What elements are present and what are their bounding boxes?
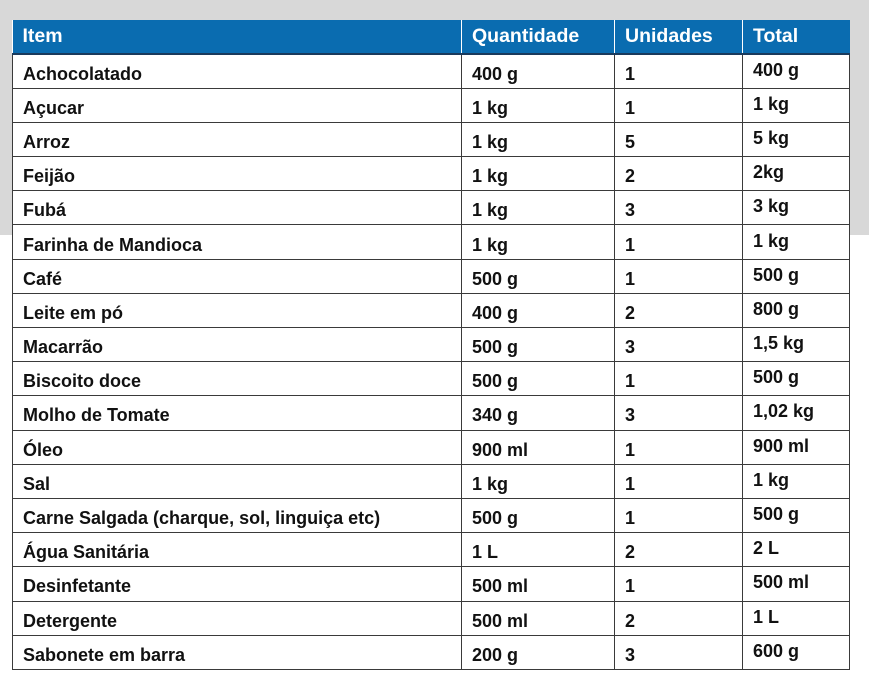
cell-total-text: 1 kg xyxy=(753,93,790,114)
cell-total-text: 3 kg xyxy=(753,196,790,217)
cell-quantidade-text: 1 kg xyxy=(472,234,509,255)
cell-total-text: 900 ml xyxy=(753,435,810,456)
cell-total xyxy=(743,122,850,156)
table-row xyxy=(13,498,850,532)
cell-unidades-text: 2 xyxy=(625,610,636,631)
cell-quantidade-text: 1 kg xyxy=(472,200,509,221)
cell-total xyxy=(743,567,850,601)
cell-unidades-text: 1 xyxy=(625,439,636,460)
cell-total xyxy=(743,396,850,430)
cell-total-text: 1 kg xyxy=(753,469,790,490)
cell-total-text: 5 kg xyxy=(753,127,790,148)
header-item: Item xyxy=(13,20,462,54)
cell-total xyxy=(743,225,850,259)
cell-unidades xyxy=(615,191,743,225)
cell-item xyxy=(13,157,462,191)
cell-unidades xyxy=(615,533,743,567)
cell-unidades-text: 3 xyxy=(625,200,636,221)
cell-unidades xyxy=(615,635,743,669)
cell-total xyxy=(743,157,850,191)
cell-item-text: Feijão xyxy=(23,166,76,187)
cell-unidades-text: 2 xyxy=(625,542,636,563)
cell-item xyxy=(13,225,462,259)
cell-unidades xyxy=(615,498,743,532)
cell-item xyxy=(13,601,462,635)
cell-quantidade-text: 500 g xyxy=(472,268,519,289)
cell-quantidade-text: 1 kg xyxy=(472,131,509,152)
cell-item-text: Arroz xyxy=(23,131,71,152)
cell-total xyxy=(743,88,850,122)
cell-quantidade-text: 200 g xyxy=(472,644,519,665)
cell-quantidade xyxy=(462,601,615,635)
cell-item-text: Farinha de Mandioca xyxy=(23,234,203,255)
table-body xyxy=(13,54,850,669)
cell-quantidade-text: 400 g xyxy=(472,63,519,84)
table-row xyxy=(13,430,850,464)
cell-unidades xyxy=(615,396,743,430)
cell-quantidade xyxy=(462,396,615,430)
cell-quantidade xyxy=(462,54,615,88)
table-row xyxy=(13,601,850,635)
cell-item xyxy=(13,328,462,362)
cell-unidades-text: 1 xyxy=(625,473,636,494)
cell-item-text: Molho de Tomate xyxy=(23,405,170,426)
cell-unidades xyxy=(615,225,743,259)
cell-unidades xyxy=(615,88,743,122)
cell-total xyxy=(743,601,850,635)
cell-total xyxy=(743,191,850,225)
cell-unidades-text: 2 xyxy=(625,302,636,323)
cell-quantidade xyxy=(462,122,615,156)
cell-item-text: Achocolatado xyxy=(23,63,143,84)
cell-item-text: Água Sanitária xyxy=(23,542,150,563)
cell-total-text: 2 L xyxy=(753,538,780,559)
cell-quantidade-text: 1 L xyxy=(472,542,499,563)
cell-total-text: 500 g xyxy=(753,367,800,388)
cell-quantidade xyxy=(462,533,615,567)
cell-unidades xyxy=(615,259,743,293)
cell-item xyxy=(13,396,462,430)
table-row xyxy=(13,259,850,293)
cell-unidades-text: 1 xyxy=(625,97,636,118)
cell-total-text: 1,02 kg xyxy=(753,401,815,422)
cell-quantidade-text: 400 g xyxy=(472,302,519,323)
cell-quantidade xyxy=(462,88,615,122)
cell-unidades-text: 3 xyxy=(625,337,636,358)
cell-total-text: 500 ml xyxy=(753,572,810,593)
cell-item xyxy=(13,259,462,293)
cell-item xyxy=(13,191,462,225)
cell-unidades xyxy=(615,601,743,635)
cell-item-text: Sal xyxy=(23,473,51,494)
cell-total xyxy=(743,293,850,327)
cell-item-text: Desinfetante xyxy=(23,576,132,597)
cell-quantidade-text: 500 ml xyxy=(472,576,529,597)
cell-quantidade xyxy=(462,259,615,293)
cell-total xyxy=(743,464,850,498)
cell-item-text: Óleo xyxy=(23,439,64,460)
cell-total xyxy=(743,328,850,362)
cell-quantidade-text: 340 g xyxy=(472,405,519,426)
cell-unidades-text: 2 xyxy=(625,166,636,187)
cell-unidades-text: 1 xyxy=(625,63,636,84)
cell-total xyxy=(743,362,850,396)
cell-item xyxy=(13,122,462,156)
header-row xyxy=(13,20,850,54)
table-row xyxy=(13,191,850,225)
cell-quantidade xyxy=(462,157,615,191)
table-row xyxy=(13,122,850,156)
cell-item-text: Fubá xyxy=(23,200,66,221)
table-row xyxy=(13,54,850,88)
header-total: Total xyxy=(743,20,850,54)
cell-quantidade xyxy=(462,191,615,225)
cell-quantidade xyxy=(462,498,615,532)
cell-quantidade xyxy=(462,225,615,259)
cell-item xyxy=(13,635,462,669)
table-row xyxy=(13,328,850,362)
cell-total-text: 500 g xyxy=(753,504,800,525)
cell-total-text: 600 g xyxy=(753,640,800,661)
cell-unidades xyxy=(615,362,743,396)
cell-item xyxy=(13,362,462,396)
cell-total-text: 1 L xyxy=(753,606,780,627)
cell-unidades xyxy=(615,328,743,362)
cell-total xyxy=(743,430,850,464)
cell-total xyxy=(743,498,850,532)
table-row xyxy=(13,533,850,567)
cell-item-text: Café xyxy=(23,268,63,289)
cell-unidades xyxy=(615,293,743,327)
cell-quantidade-text: 500 g xyxy=(472,508,519,529)
cell-total xyxy=(743,54,850,88)
table-row xyxy=(13,567,850,601)
cell-total xyxy=(743,533,850,567)
cell-item-text: Macarrão xyxy=(23,337,104,358)
cell-unidades-text: 5 xyxy=(625,131,636,152)
cell-item xyxy=(13,464,462,498)
cell-item-text: Detergente xyxy=(23,610,118,631)
cell-unidades xyxy=(615,567,743,601)
table-row xyxy=(13,293,850,327)
cell-total-text: 500 g xyxy=(753,264,800,285)
cell-unidades-text: 1 xyxy=(625,371,636,392)
cell-item xyxy=(13,430,462,464)
cell-quantidade xyxy=(462,430,615,464)
header-unidades: Unidades xyxy=(615,20,743,54)
cell-unidades-text: 3 xyxy=(625,405,636,426)
cell-total-text: 800 g xyxy=(753,298,800,319)
header-quantidade: Quantidade xyxy=(462,20,615,54)
cell-quantidade xyxy=(462,328,615,362)
cell-quantidade-text: 1 kg xyxy=(472,166,509,187)
table-row xyxy=(13,464,850,498)
cell-item xyxy=(13,293,462,327)
cell-quantidade-text: 900 ml xyxy=(472,439,529,460)
cell-item-text: Leite em pó xyxy=(23,302,124,323)
cell-total xyxy=(743,259,850,293)
table-row xyxy=(13,157,850,191)
cell-total-text: 1 kg xyxy=(753,230,790,251)
cell-unidades-text: 3 xyxy=(625,644,636,665)
cell-quantidade xyxy=(462,293,615,327)
cell-total xyxy=(743,635,850,669)
cell-unidades xyxy=(615,157,743,191)
cell-total-text: 1,5 kg xyxy=(753,333,805,354)
table-header xyxy=(13,20,850,54)
cell-quantidade xyxy=(462,362,615,396)
cell-unidades-text: 1 xyxy=(625,576,636,597)
cell-quantidade-text: 1 kg xyxy=(472,473,509,494)
cell-item xyxy=(13,54,462,88)
table-row xyxy=(13,396,850,430)
cell-unidades-text: 1 xyxy=(625,508,636,529)
cell-total-text: 400 g xyxy=(753,59,800,80)
cell-item xyxy=(13,567,462,601)
shopping-list-table xyxy=(12,20,850,670)
cell-total-text: 2kg xyxy=(753,162,785,183)
table-row xyxy=(13,88,850,122)
cell-quantidade-text: 500 ml xyxy=(472,610,529,631)
table-row xyxy=(13,635,850,669)
cell-item-text: Açucar xyxy=(23,97,85,118)
cell-quantidade-text: 500 g xyxy=(472,337,519,358)
cell-item xyxy=(13,533,462,567)
cell-item-text: Biscoito doce xyxy=(23,371,142,392)
cell-unidades-text: 1 xyxy=(625,268,636,289)
table-row xyxy=(13,362,850,396)
cell-unidades xyxy=(615,122,743,156)
cell-item-text: Sabonete em barra xyxy=(23,644,186,665)
cell-item xyxy=(13,88,462,122)
cell-quantidade-text: 500 g xyxy=(472,371,519,392)
cell-item xyxy=(13,498,462,532)
cell-item-text: Carne Salgada (charque, sol, linguiça etc) xyxy=(23,508,381,529)
shopping-list-table-container xyxy=(12,20,849,671)
table-row xyxy=(13,225,850,259)
cell-quantidade xyxy=(462,464,615,498)
cell-unidades xyxy=(615,464,743,498)
cell-quantidade-text: 1 kg xyxy=(472,97,509,118)
cell-unidades xyxy=(615,54,743,88)
cell-quantidade xyxy=(462,635,615,669)
cell-quantidade xyxy=(462,567,615,601)
cell-unidades-text: 1 xyxy=(625,234,636,255)
cell-unidades xyxy=(615,430,743,464)
